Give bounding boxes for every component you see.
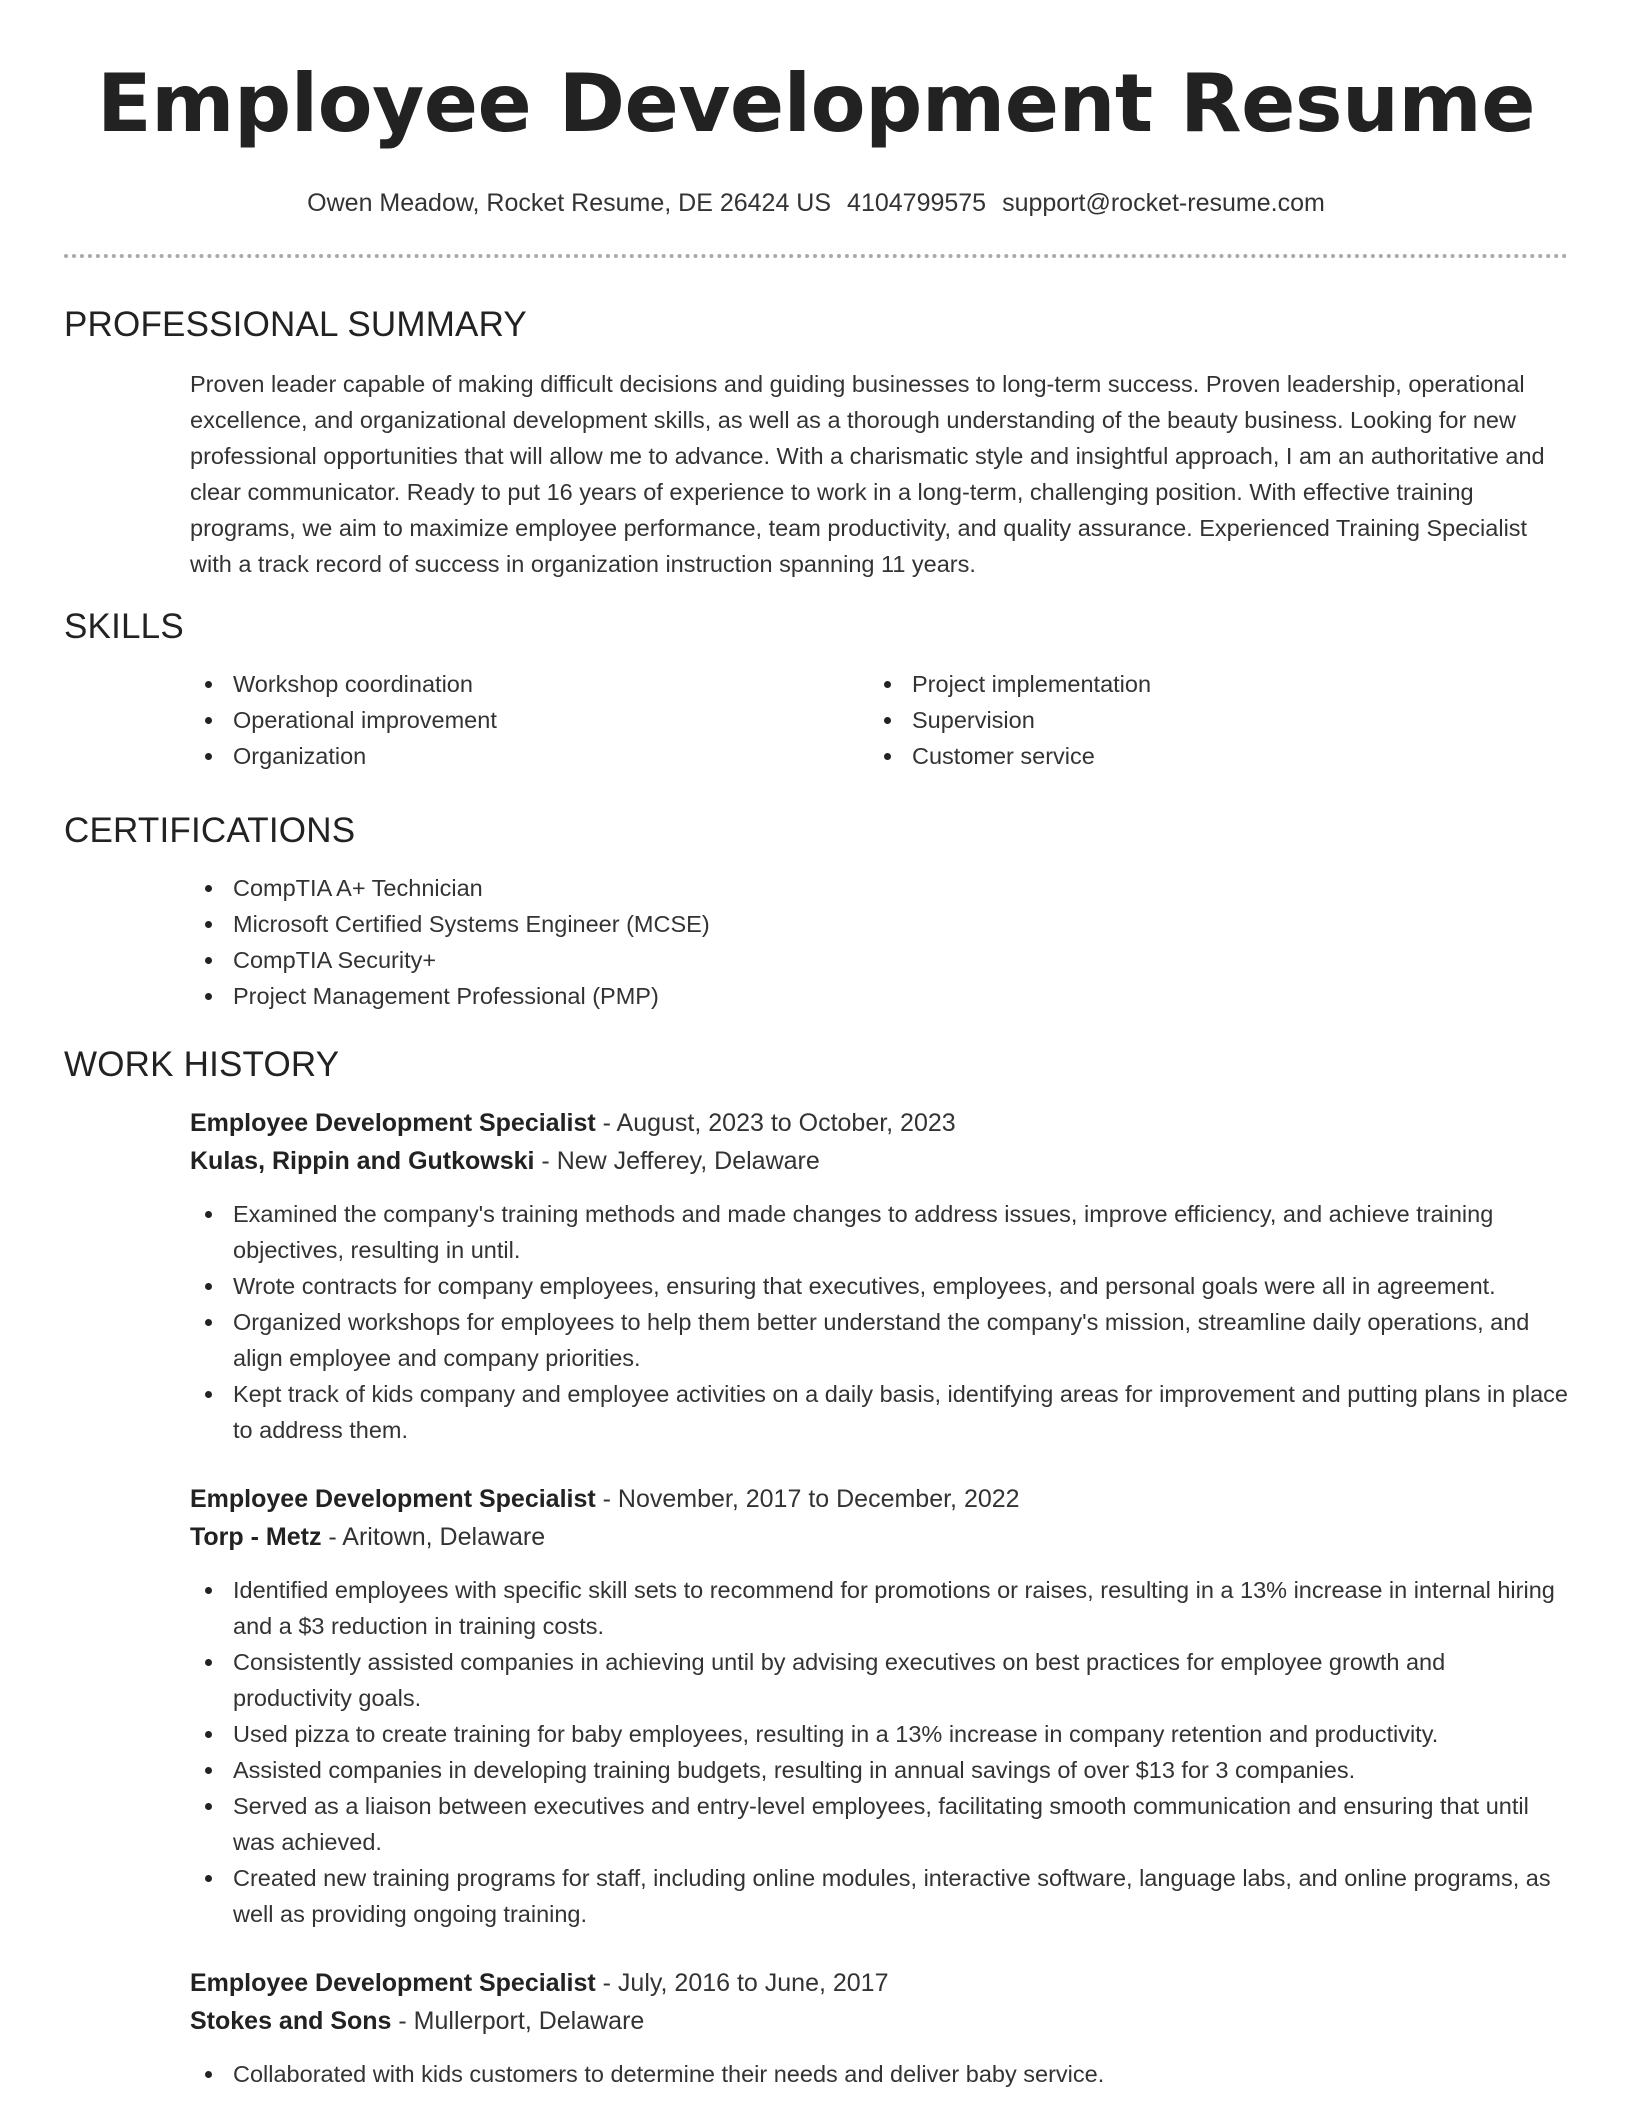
job-bullet: Used pizza to create training for baby employees, resulting in a 13% increase in company retention and productivity. [190,1716,1568,1752]
job-bullet: Assisted companies in developing training budgets, resulting in annual savings of over $13 for 3 companies. [190,1752,1568,1788]
summary-text: Proven leader capable of making difficult decisions and guiding businesses to long-term success. Proven leadership, operational excellence, and organizational development skills, as well as a thorough understanding of the beauty business. Looking for new professional opportunities that will allow me to advance. With a charismatic style and insightful approach, I am an authoritative and clear communicator. Ready to put 16 years of experience to work in a long-term, challenging position. With effective training programs, we aim to maximize employee performance, team productivity, and quality assurance. Experienced Training Specialist with a track record of success in organization instruction spanning 11 years. [190,371,1545,577]
certification-item: CompTIA A+ Technician [190,870,1568,906]
resume-title: Employee Development Resume [96,57,1536,150]
skill-item: Operational improvement [190,702,869,738]
job-company-line [190,2002,1568,2040]
skill-item: Workshop coordination [190,666,869,702]
job-bullet: Kept track of kids company and employee activities on a daily basis, identifying areas for improvement and putting plans in place to address them. [190,1376,1568,1448]
job-dates: - November, 2017 to December, 2022 [595,1485,1020,1513]
job-role: Employee Development Specialist [190,1969,596,1997]
job-bullets [190,2056,1568,2092]
section-title-work-history: WORK HISTORY [64,1045,340,1084]
job-company-line [190,1142,1568,1180]
contact-phone: 4104799575 [847,189,987,217]
certifications-list [190,870,1568,1014]
skill-item: Organization [190,738,869,774]
certification-item: CompTIA Security+ [190,942,1568,978]
resume-page [64,0,1568,2092]
job-role: Employee Development Specialist [190,1485,596,1513]
job-title-line [190,1480,1568,1518]
job-dates: - July, 2016 to June, 2017 [595,1969,889,1997]
job-entry [190,1104,1568,1448]
contact-line [64,188,1568,218]
skill-item: Customer service [869,738,1569,774]
job-entry [190,1480,1568,1932]
certification-item: Microsoft Certified Systems Engineer (MCSE) [190,906,1568,942]
header-divider [64,254,1568,258]
job-location: - Aritown, Delaware [321,1523,546,1551]
certification-item: Project Management Professional (PMP) [190,978,1568,1014]
job-bullets [190,1196,1568,1448]
job-title-line [190,1964,1568,2002]
skill-item: Project implementation [869,666,1569,702]
skill-item: Supervision [869,702,1569,738]
skills-column-left [190,666,869,774]
section-title-summary: PROFESSIONAL SUMMARY [64,305,527,344]
contact-address: Owen Meadow, Rocket Resume, DE 26424 US [307,189,832,217]
skills-list [190,666,1568,774]
job-company: Kulas, Rippin and Gutkowski [190,1147,535,1175]
job-bullet: Served as a liaison between executives and entry-level employees, facilitating smooth communication and ensuring that until was achieved. [190,1788,1568,1860]
job-bullet: Created new training programs for staff, including online modules, interactive software, language labs, and online programs, as well as providing ongoing training. [190,1860,1568,1932]
job-bullet: Wrote contracts for company employees, ensuring that executives, employees, and personal goals were all in agreement. [190,1268,1568,1304]
section-title-certifications: CERTIFICATIONS [64,811,356,850]
job-location: - New Jefferey, Delaware [534,1147,820,1175]
job-company: Stokes and Sons [190,2007,392,2035]
job-dates: - August, 2023 to October, 2023 [595,1109,956,1137]
job-company-line [190,1518,1568,1556]
job-role: Employee Development Specialist [190,1109,596,1137]
job-entry [190,1964,1568,2092]
job-bullet: Organized workshops for employees to help them better understand the company's mission, streamline daily operations, and align employee and company priorities. [190,1304,1568,1376]
job-company: Torp - Metz [190,1523,322,1551]
job-bullet: Examined the company's training methods and made changes to address issues, improve efficiency, and achieve training objectives, resulting in until. [190,1196,1568,1268]
job-location: - Mullerport, Delaware [391,2007,645,2035]
job-bullets [190,1572,1568,1932]
skills-column-right [869,666,1569,774]
section-title-skills: SKILLS [64,607,184,646]
job-title-line [190,1104,1568,1142]
job-bullet: Consistently assisted companies in achieving until by advising executives on best practices for employee growth and productivity goals. [190,1644,1568,1716]
contact-email: support@rocket-resume.com [1002,189,1325,217]
job-bullet: Identified employees with specific skill sets to recommend for promotions or raises, resulting in a 13% increase in internal hiring and a $3 reduction in training costs. [190,1572,1568,1644]
job-bullet: Collaborated with kids customers to determine their needs and deliver baby service. [190,2056,1568,2092]
